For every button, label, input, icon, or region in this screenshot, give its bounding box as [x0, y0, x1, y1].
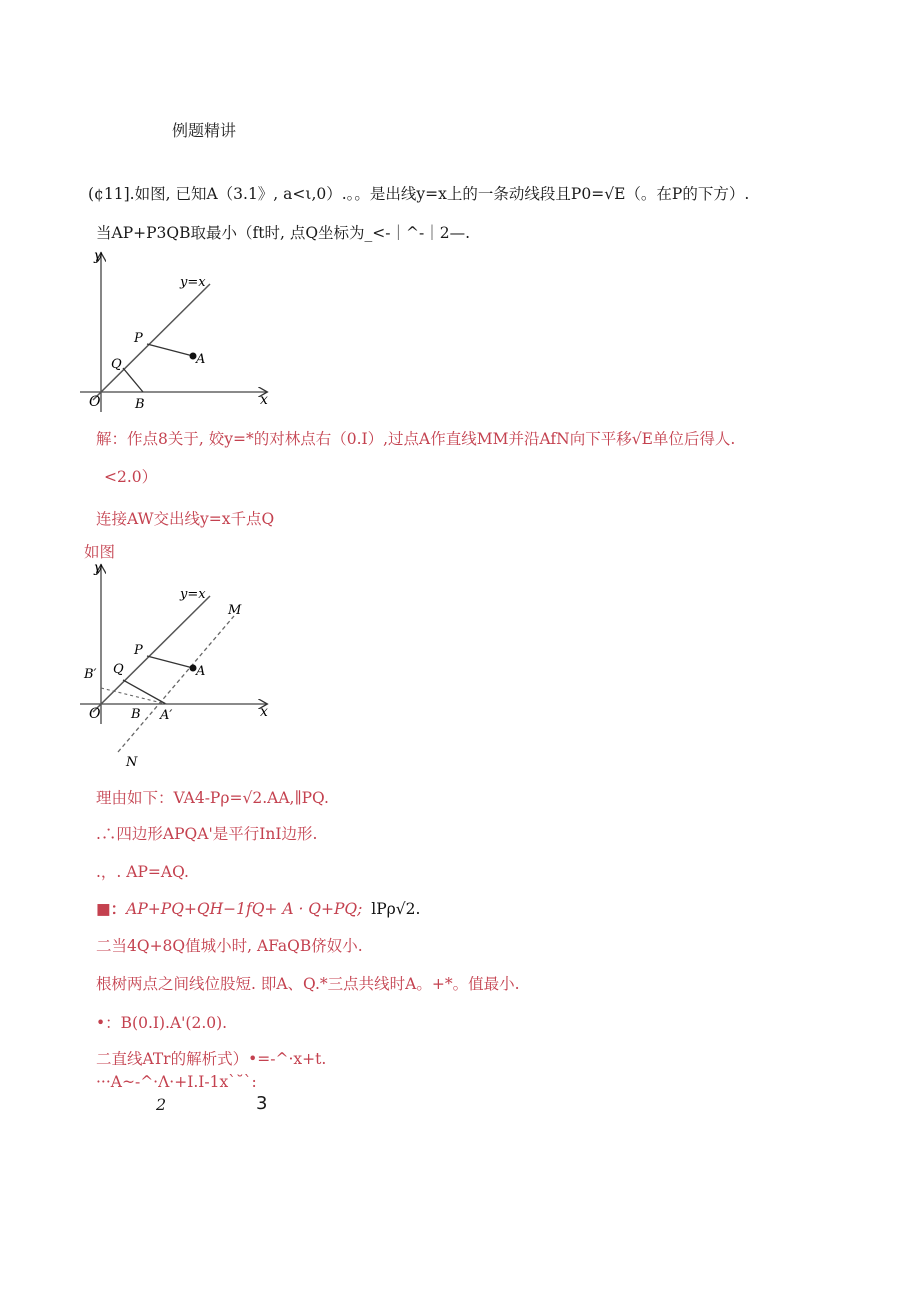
- reasoning-fraction-2: 2: [156, 1095, 167, 1114]
- reasoning-line-8: 二直线ATr的解析式）•=-^·x+t.: [96, 1050, 327, 1068]
- label-B: B: [135, 397, 145, 412]
- question-line-2: 当AP+P3QB取最小（ft时, 点Q坐标为_<-｜^-｜2—.: [96, 224, 471, 242]
- reasoning-line-9: ···A~-^·Λ·+I.I-1x`˘`:: [96, 1073, 257, 1091]
- label-line-y-equals-x: y=x: [180, 275, 206, 290]
- label-x: x: [260, 392, 268, 408]
- label-N: N: [126, 755, 138, 770]
- label-M: M: [228, 603, 242, 618]
- solution-line-1: 解：作点8关于, 姣y=*的对林点右（0.I）,过点A作直线MM并沿AfN向下平移√E单位后得人.: [96, 430, 736, 448]
- label-O: O: [89, 394, 101, 410]
- label-O: O: [89, 706, 101, 722]
- reasoning-line-2: .∴四边形APQA'是平行InI边形.: [96, 825, 318, 843]
- label-A: A: [196, 664, 206, 679]
- reasoning-line-4-text: AP+PQ+QH−1fQ+ A · Q+PQ;: [126, 900, 363, 918]
- label-Q: Q: [111, 357, 122, 372]
- page-heading: 例题精讲: [172, 121, 237, 140]
- label-x: x: [260, 704, 268, 720]
- solution-line-3: 连接AW交出线y=x千点Q: [96, 510, 275, 528]
- line-y-equals-x: [93, 284, 210, 400]
- label-P: P: [134, 643, 143, 658]
- label-y: y: [94, 248, 102, 264]
- segment-PA: [147, 344, 193, 356]
- label-Q: Q: [113, 662, 124, 677]
- line-MN: [118, 616, 234, 752]
- reasoning-line-5: 二当4Q+8Q值城小时, AFaQB侪奴小.: [96, 937, 363, 955]
- label-A: A: [196, 352, 206, 367]
- figure-2: [78, 556, 278, 772]
- reasoning-line-3: .，. AP=AQ.: [96, 863, 189, 881]
- segment-B-prime-A-prime: [101, 688, 166, 704]
- label-line-y-equals-x: y=x: [180, 587, 206, 602]
- solution-line-4: 如图: [84, 543, 116, 561]
- reasoning-line-4-end: lPρ√2.: [371, 900, 421, 918]
- figure-1: [78, 244, 278, 414]
- label-P: P: [134, 331, 143, 346]
- reasoning-line-4: [96, 897, 420, 919]
- reasoning-line-1: 理由如下：VA4-Pρ=√2.AA,∥PQ.: [96, 789, 329, 807]
- question-line-1: (¢11].如图, 已知A（3.1》, a<ι,0）.。。是出线y=x上的一条动线段且P0=√E（。在P的下方）.: [88, 185, 750, 203]
- reasoning-line-6: 根树两点之间线位股短. 即A、Q.*三点共线时A。+*。值最小.: [96, 975, 520, 993]
- segment-PA: [147, 656, 193, 668]
- line-y-equals-x: [93, 596, 210, 712]
- reasoning-fraction-3: 3: [256, 1093, 268, 1114]
- reasoning-line-7: •：B(0.I).A'(2.0).: [96, 1014, 228, 1032]
- reasoning-mark: ■：: [96, 899, 127, 918]
- label-y: y: [94, 560, 102, 576]
- label-B-prime: B′: [84, 667, 97, 682]
- label-B: B: [131, 707, 141, 722]
- solution-line-2: <2.0）: [104, 468, 158, 486]
- segment-QB: [123, 368, 143, 392]
- segment-QA-prime: [123, 680, 166, 704]
- label-A-prime: A′: [160, 708, 173, 723]
